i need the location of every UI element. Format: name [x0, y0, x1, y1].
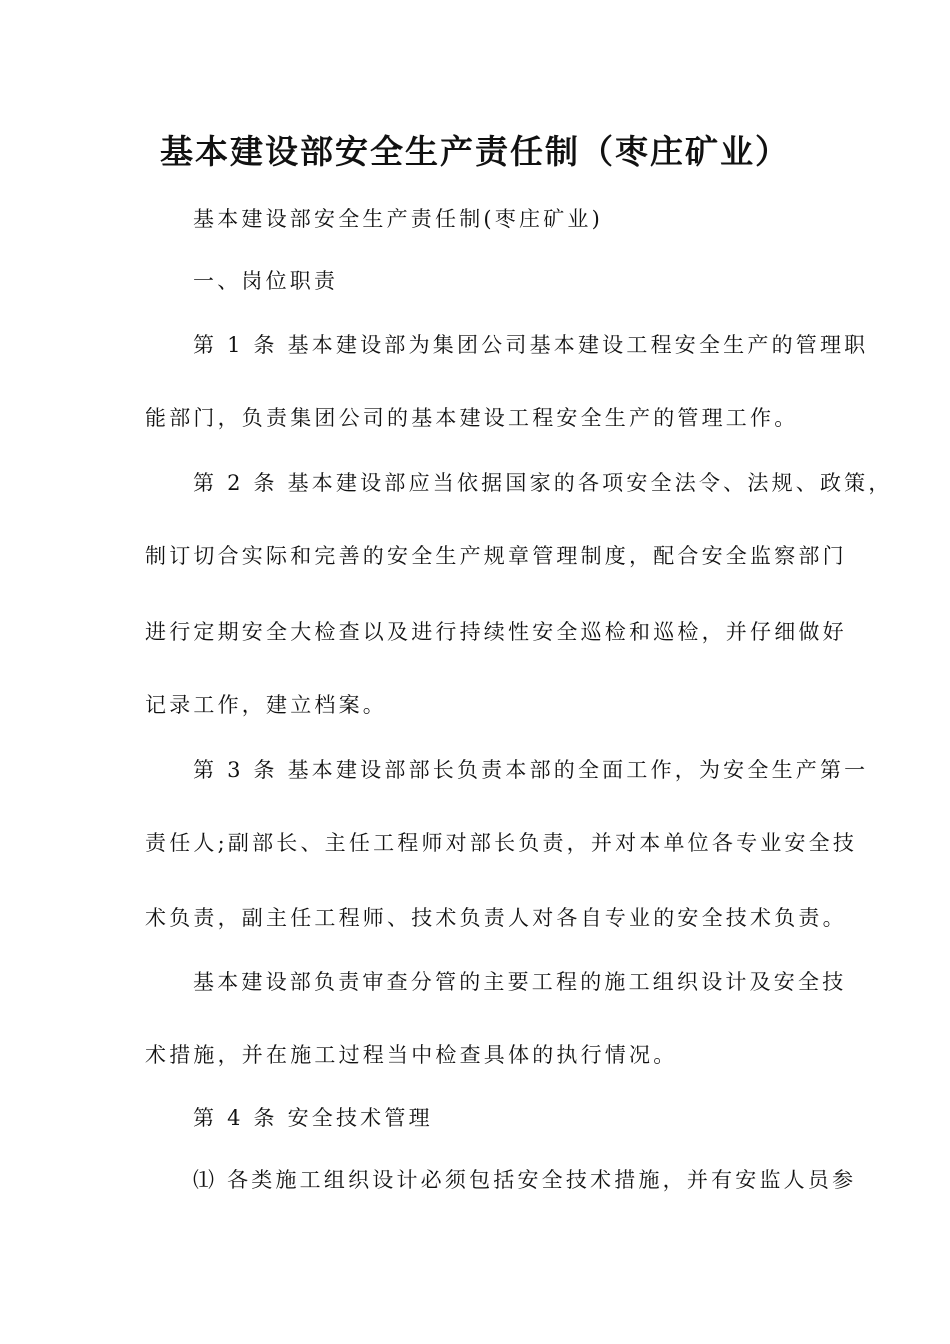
- document-title: 基本建设部安全生产责任制（枣庄矿业）: [160, 132, 790, 171]
- section-heading: 一、岗位职责: [193, 269, 339, 293]
- subtitle-line: 基本建设部安全生产责任制(枣庄矿业): [193, 207, 603, 231]
- paragraph-line: ⑴ 各类施工组织设计必须包括安全技术措施，并有安监人员参: [193, 1168, 857, 1192]
- paragraph-line: 进行定期安全大检查以及进行持续性安全巡检和巡检，并仔细做好: [145, 620, 847, 644]
- paragraph-line: 第 4 条 安全技术管理: [193, 1106, 433, 1130]
- paragraph-line: 术负责，副主任工程师、技术负责人对各自专业的安全技术负责。: [145, 906, 847, 930]
- paragraph-line: 记录工作，建立档案。: [145, 693, 387, 717]
- paragraph-line: 制订切合实际和完善的安全生产规章管理制度，配合安全监察部门: [145, 544, 847, 568]
- paragraph-line: 能部门，负责集团公司的基本建设工程安全生产的管理工作。: [145, 406, 799, 430]
- paragraph-line: 基本建设部负责审查分管的主要工程的施工组织设计及安全技: [193, 970, 847, 994]
- paragraph-line: 第 3 条 基本建设部部长负责本部的全面工作，为安全生产第一: [193, 758, 869, 782]
- paragraph-line: 第 2 条 基本建设部应当依据国家的各项安全法令、法规、政策，: [193, 471, 893, 495]
- paragraph-line: 术措施，并在施工过程当中检查具体的执行情况。: [145, 1043, 678, 1067]
- paragraph-line: 责任人;副部长、主任工程师对部长负责，并对本单位各专业安全技: [145, 831, 858, 855]
- paragraph-line: 第 1 条 基本建设部为集团公司基本建设工程安全生产的管理职: [193, 333, 869, 357]
